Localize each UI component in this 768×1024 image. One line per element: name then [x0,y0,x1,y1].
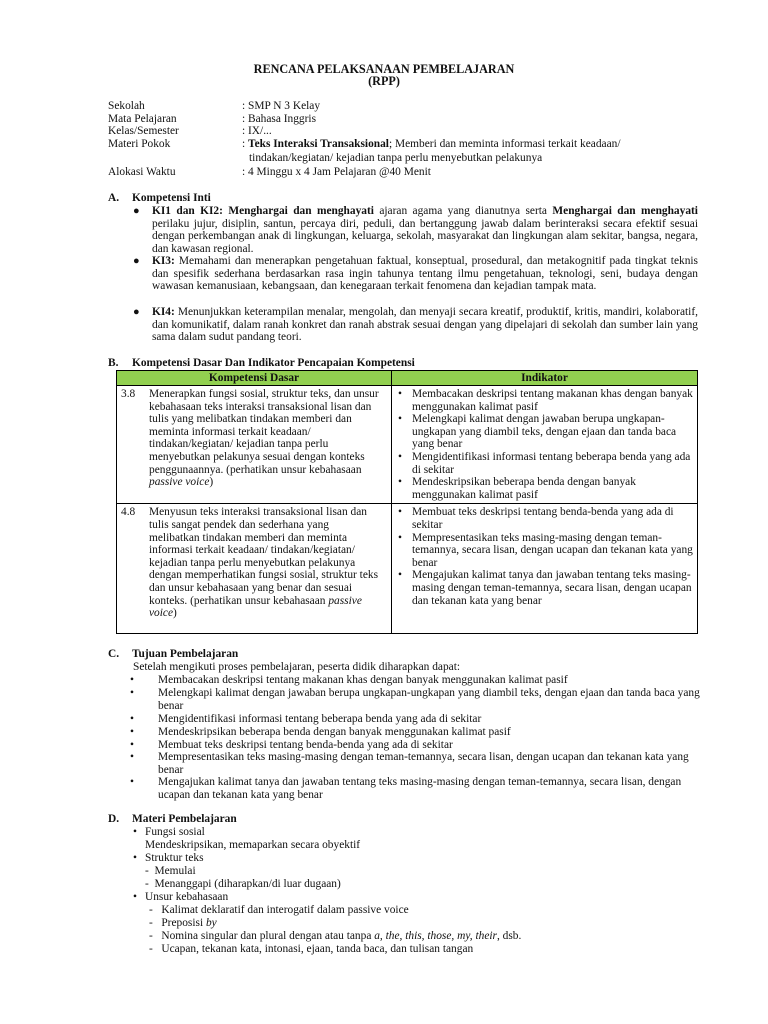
bullet-icon: ● [133,306,140,318]
indicator-item: • Mempresentasikan teks masing-masing dengan teman-temannya, secara lisan, dengan ucapan dan tekanan kata yang benar [398,532,693,570]
info-value: : SMP N 3 Kelay [242,100,321,112]
kd-indikator-table [116,370,698,634]
info-materi-line2: tindakan/kegiatan/ kejadian tanpa perlu menyebutkan pelakunya [249,152,543,164]
kd-number: 4.8 [117,504,148,634]
tujuan-item: Mendeskripsikan beberapa benda dengan banyak menggunakan kalimat pasif [158,726,511,738]
bullet-icon: • [133,826,137,838]
unsur-item: - Kalimat deklaratif dan interogatif dalam passive voice [149,904,409,916]
info-label: Sekolah [108,100,145,112]
materi-fungsi: Fungsi sosial [145,826,205,838]
indicator-item: • Mendeskripsikan beberapa benda dengan banyak menggunakan kalimat pasif [398,476,693,501]
bullet-icon: • [130,776,134,788]
indicator-item: • Mengidentifikasi informasi tentang beberapa benda yang ada di sekitar [398,451,693,476]
info-label: Mata Pelajaran [108,113,177,125]
ki-3: KI3: Memahami dan menerapkan pengetahuan faktual, konseptual, prosedural, dan metakognitif pada tingkat teknis dan spesifik sederhana berdasarkan rasa ingin tahunya tentang ilmu pengetahuan, teknologi, seni, budaya dengan wawasan kemanusiaan, kebangsaan, dan kenegaraan terkait fenomena dan kejadian tampak mata. [152,255,698,293]
bullet-icon: ● [133,205,140,217]
info-value: : Bahasa Inggris [242,113,317,125]
table-row [117,386,698,504]
tujuan-item: Membacakan deskripsi tentang makanan khas dengan banyak menggunakan kalimat pasif [158,674,568,686]
tujuan-item: Membuat teks deskripsi tentang benda-benda yang ada di sekitar [158,739,453,751]
info-label: Kelas/Semester [108,125,179,137]
materi-struktur: Struktur teks [145,852,204,864]
bullet-icon: • [130,726,134,738]
indicator-item: • Membacakan deskripsi tentang makanan khas dengan banyak menggunakan kalimat pasif [398,388,693,413]
bullet-icon: ● [133,255,140,267]
materi-bold: Teks Interaksi Transaksional [248,138,389,150]
bullet-icon: • [130,751,134,763]
indicator-item: • Mengajukan kalimat tanya dan jawaban tentang teks masing-masing dengan teman-temannya, secara lisan, dengan ucapan dan tekanan kata yang benar [398,569,693,607]
tujuan-item: Mempresentasikan teks masing-masing dengan teman-temannya, secara lisan, dengan ucapan dan tekanan kata yang benar [158,751,689,776]
bullet-icon: • [130,674,134,686]
unsur-item: - Preposisi by [149,917,217,929]
indicator-item: • Membuat teks deskripsi tentang benda-benda yang ada di sekitar [398,506,693,531]
section-a-heading: A. Kompetensi Inti [108,192,211,204]
section-b-heading: B. Kompetensi Dasar Dan Indikator Pencapaian Kompetensi [108,357,415,369]
info-label: Alokasi Waktu [108,166,176,178]
document-title: RENCANA PELAKSANAAN PEMBELAJARAN [253,62,515,76]
header-indikator: Indikator [392,371,698,386]
unsur-item: - Ucapan, tekanan kata, intonasi, ejaan, tanda baca, dan tulisan tangan [149,943,474,955]
bullet-icon: • [130,713,134,725]
info-value: : Teks Interaksi Transaksional; Memberi dan meminta informasi terkait keadaan/ [242,138,621,150]
indicator-list [392,386,698,504]
kd-text: Menyusun teks interaksi transaksional lisan dan tulis sangat pendek dan sederhana yang melibatkan tindakan memberi dan meminta informasi terkait keadaan/ tindakan/kegiatan/ kejadian tanpa perlu menyebutkan pelakunya dengan memperhatikan fungsi sosial, struktur teks dan unsur kebahasaan yang benar dan sesuai konteks. (perhatikan unsur kebahasaan passive voice) [147,504,392,634]
bullet-icon: • [130,687,134,699]
info-label: Materi Pokok [108,138,171,150]
tujuan-item: Mengidentifikasi informasi tentang beberapa benda yang ada di sekitar [158,713,482,725]
section-c-heading: C. Tujuan Pembelajaran [108,648,239,660]
header-kompetensi-dasar: Kompetensi Dasar [117,371,392,386]
bullet-icon: • [133,852,137,864]
struktur-item: - Menanggapi (diharapkan/di luar dugaan) [145,878,341,890]
indicator-list [392,504,698,634]
bullet-icon: • [130,739,134,751]
document-subtitle: (RPP) [368,74,400,88]
tujuan-item: Mengajukan kalimat tanya dan jawaban tentang teks masing-masing dengan teman-temannya, secara lisan, dengan ucapan dan tekanan kata yang benar [158,776,682,801]
info-value: : 4 Minggu x 4 Jam Pelajaran @40 Menit [242,166,431,178]
ki-1-2: KI1 dan KI2: Menghargai dan menghayati ajaran agama yang dianutnya serta Menghargai dan menghayati perilaku jujur, disiplin, santun, percaya diri, peduli, dan bertanggung jawab dalam berinteraksi secara efektif sesuai dengan perkembangan anak di lingkungan, keluarga, sekolah, masyarakat dan lingkungan alam sekitar, bangsa, negara, dan kawasan regional. [152,205,698,255]
tujuan-intro: Setelah mengikuti proses pembelajaran, peserta didik diharapkan dapat: [133,661,461,673]
table-header-row [117,371,698,386]
indicator-item: • Melengkapi kalimat dengan jawaban berupa ungkapan-ungkapan yang diambil teks, dengan ejaan dan tanda baca yang benar [398,413,693,451]
materi-fungsi-text: Mendeskripsikan, memaparkan secara obyektif [145,839,361,851]
section-d-heading: D. Materi Pembelajaran [108,813,237,825]
kd-text: Menerapkan fungsi sosial, struktur teks, dan unsur kebahasaan teks interaksi transaksional lisan dan tulis yang melibatkan tindakan memberi dan meminta informasi terkait keadaan/ tindakan/kegiatan/ kejadian tanpa perlu menyebutkan pelakunya sesuai dengan konteks penggunaannya. (perhatikan unsur kebahasaan passive voice) [147,386,392,504]
struktur-item: - Memulai [145,865,196,877]
kd-number: 3.8 [117,386,148,504]
table-row [117,504,698,634]
unsur-item: - Nomina singular dan plural dengan atau tanpa a, the, this, those, my, their, dsb. [149,930,522,942]
bullet-icon: • [133,891,137,903]
materi-rest: ; Memberi dan meminta informasi terkait keadaan/ [388,138,621,150]
materi-unsur: Unsur kebahasaan [145,891,229,903]
ki-4: KI4: Menunjukkan keterampilan menalar, mengolah, dan menyaji secara kreatif, produktif, kritis, mandiri, kolaboratif, dan komunikatif, dalam ranah konkret dan ranah abstrak sesuai dengan yang dipelajari di sekolah dan sumber lain yang sama dalam sudut pandang teori. [152,306,698,344]
info-value: : IX/... [242,125,272,137]
tujuan-item: Melengkapi kalimat dengan jawaban berupa ungkapan-ungkapan yang diambil teks, dengan ejaan dan tanda baca yang benar [158,687,700,712]
